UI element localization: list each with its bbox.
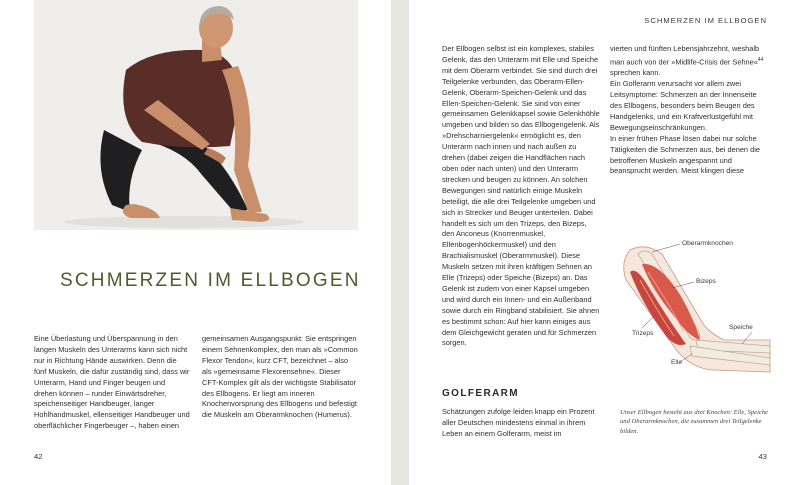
body-paragraph (610, 44, 768, 79)
golferarm-text (442, 407, 600, 440)
label-elle: Elle (671, 359, 682, 366)
text-fragment: sprechen kann. (610, 68, 661, 78)
left-body-column-2 (202, 334, 358, 421)
subheading-golferarm: GOLFERARM (442, 388, 520, 399)
page-headline: SCHMERZEN IM ELLBOGEN (60, 270, 361, 291)
arm-muscles-illustration (612, 232, 780, 382)
body-paragraph: gemeinsamen Ausgangspunkt: Sie entspringen einem Sehnenkomplex, den man als »Common Flexor Tendon«, kurz CFT, bezeichnet – also als »gemeinsame Flexorensehne«. Dieser CFT-Komplex gilt als der wichtigste Stabilisator des Ellbogens. Er liegt am inneren Knochenvorsprung des Ellbogens und befestigt die Muskeln am Oberarmknochen (Humerus). (202, 334, 358, 420)
label-speiche: Speiche (729, 324, 753, 331)
man-kneeling-illustration (34, 0, 358, 230)
book-gutter (391, 0, 409, 485)
label-bizeps: Bizeps (696, 278, 716, 285)
body-paragraph: Der Ellbogen selbst ist ein komplexes, stabiles Gelenk, das den Unterarm mit Elle und Speiche mit dem Oberarm verbindet. Sie sind durch drei Teilgelenke verbunden, das Oberarm-Ellen-Gelenk, Oberarm-Speichen-Gelenk und das Ellen-Speichen-Gelenk. Sie sind von einer gemeinsamen Gelenkkapsel sowie Gelenkhöhle umgeben und bilden so das Ellbogengelenk. Als »Drehscharniergelenk« ermöglicht es, den Unterarm nach innen und nach außen zu drehen (dabei zeigen die Handflächen nach oben oder nach unten) und den Unterarm strecken und beugen zu können. An solchen Bewegungen sind natürlich einige Muskeln beteiligt, die alle drei Teilgelenke umgeben und sich in Strecker und Beuger unterteilen. Dabei handelt es sich um den Trizeps, den Bizeps, den Anconeus (Knorrenmuskel, Ellenbogenhöckermuskel) und den Brachialismuskel (Oberarmmuskel). Diese Muskeln setzen mit ihren kräftigen Sehnen an Elle (Trizeps) oder Speiche (Bizeps) an. Das Gelenk ist zudem von einer Kapsel umgeben und wird durch ein Innen- und ein Außenband sowie durch ein Ringband stabilisiert. Sie ahnen es bestimmt schon: Auf hier kann einiges aus dem Gleichgewicht geraten und für Schmerzen sorgen. (442, 44, 600, 348)
body-paragraph: Ein Golferarm verursacht vor allem zwei Leitsymptome: Schmerzen an der Innenseite des Ellbogens, besonders beim Beugen des Handgelenks, und ein Kraftverlustgefühl mit Bewegungseinschränkungen. (610, 79, 757, 132)
body-paragraph: In einer frühen Phase lösen dabei nur solche Tätigkeiten die Schmerzen aus, bei denen die betroffenen Muskeln angespannt und beansprucht werden. Meist klingen diese (610, 133, 760, 176)
body-paragraph: Eine Überlastung und Überspannung in den langen Muskeln des Unterarms kann sich nicht nur in Richtung Hände auswirken. Denn die fünf Muskeln, die dafür zuständig sind, dass wir Unterarm, Hand und Finger beugen und drehen können – runder Einwärtsdreher, speichenseitiger Handbeuger, langer Hohlhandmuskel, ellenseitiger Handbeuger und oberflächlicher Fingerbeuger –, haben einen (34, 334, 190, 431)
right-body-column-1 (442, 44, 600, 349)
diagram-caption: Unser Ellbogen besteht aus drei Knochen: Elle, Speiche und Oberarmknochen, die zusammen drei Teilgelenke bilden. (620, 409, 769, 435)
left-page (0, 0, 391, 485)
text-fragment: vierten und fünften Lebensjahrzehnt, weshalb man auch von der »Midlife-Crisis der Sehne« (610, 44, 760, 67)
yoga-man-photo (34, 0, 358, 230)
footnote-marker: 44 (757, 56, 764, 63)
label-oberarmknochen: Oberarmknochen (682, 240, 733, 247)
running-head: SCHMERZEN IM ELLBOGEN (644, 16, 767, 25)
elbow-anatomy-diagram (612, 232, 780, 382)
page-number-right: 43 (758, 452, 767, 461)
left-body-column-1 (34, 334, 190, 432)
body-paragraph: Schätzungen zufolge leiden knapp ein Prozent aller Deutschen mindestens einmal in ihrem Leben an einem Golferarm, meist im (442, 407, 595, 438)
page-number-left: 42 (34, 452, 43, 461)
label-trizeps: Trizeps (632, 330, 654, 337)
right-body-column-2 (610, 44, 768, 177)
